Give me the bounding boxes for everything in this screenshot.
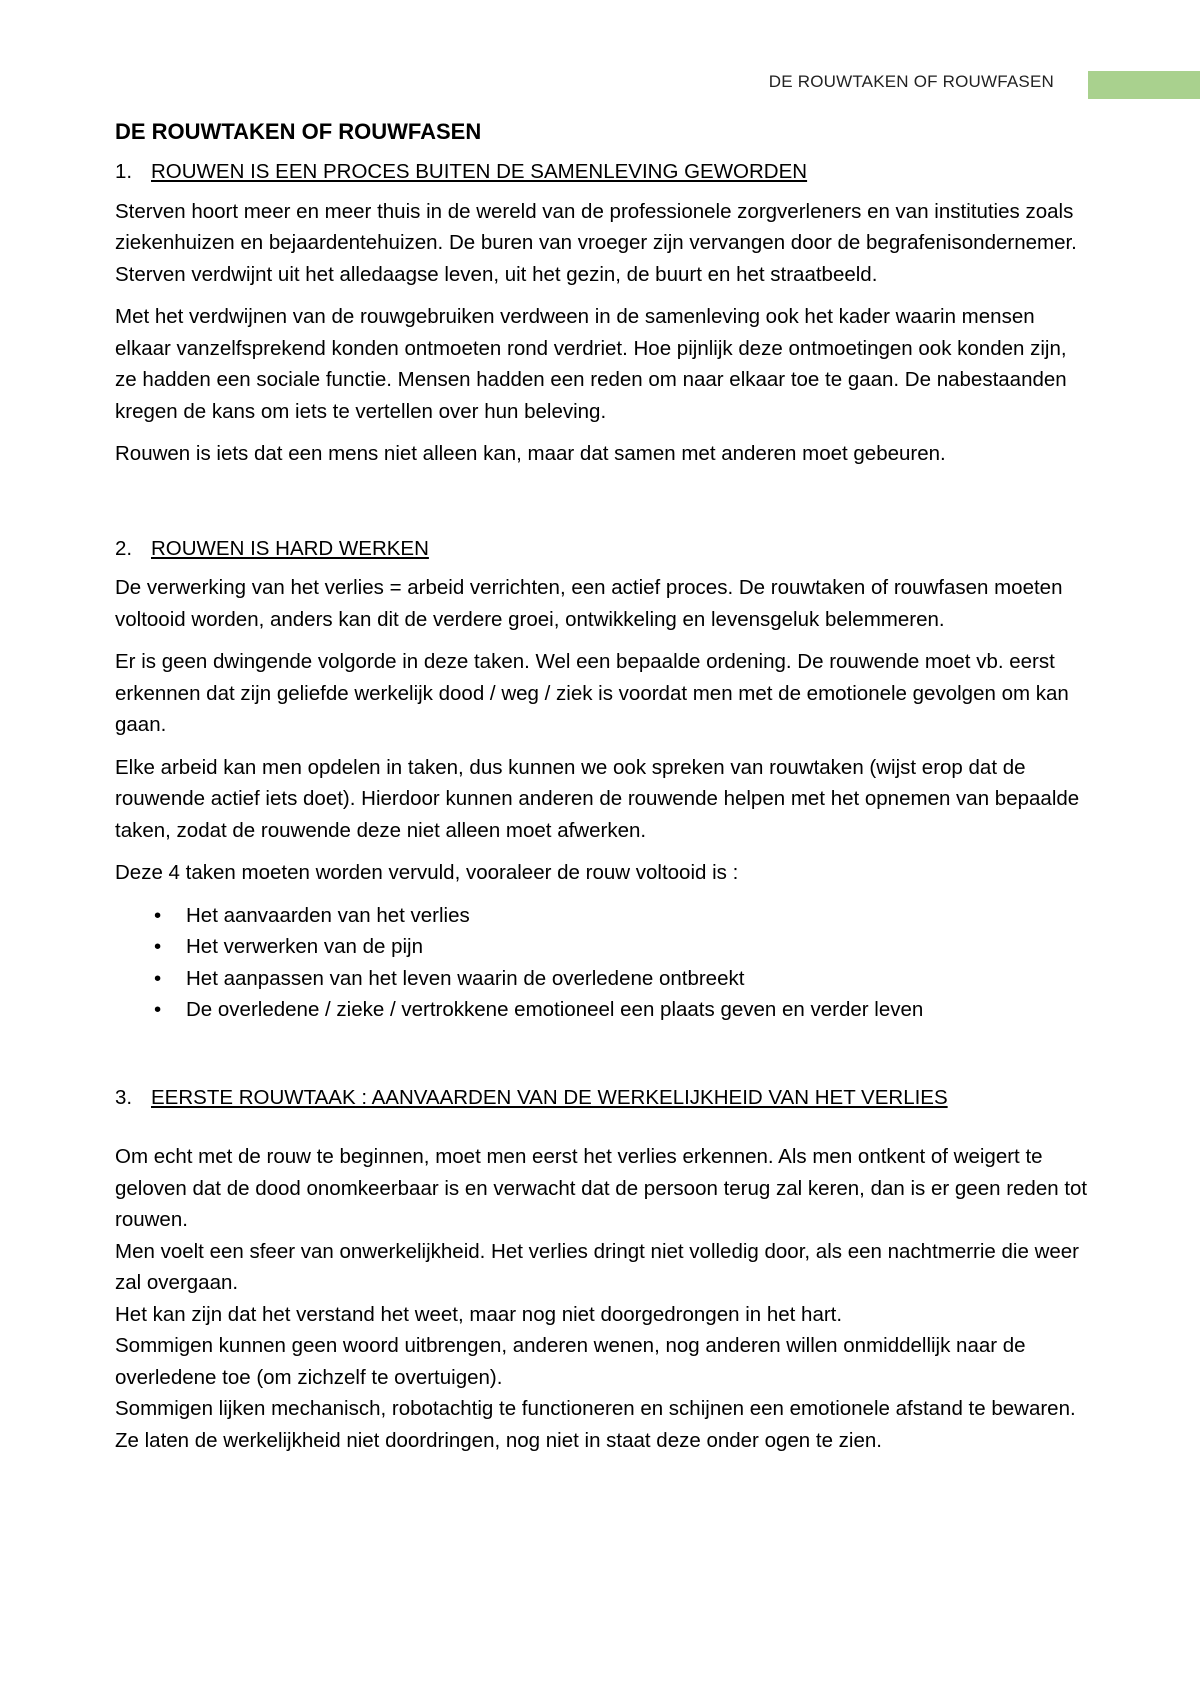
paragraph: Met het verdwijnen van de rouwgebruiken verdween in de samenleving ook het kader waarin mensen elkaar vanzelfsprekend konden ontmoeten rond verdriet. Hoe pijnlijk deze ontmoetingen ook konden zijn, ze hadden een sociale functie. Mensen hadden een reden om naar elkaar toe te gaan. De nabestaanden kregen de kans om iets te vertellen over hun beleving. (115, 305, 1067, 423)
section-title: EERSTE ROUWTAAK : AANVAARDEN VAN DE WERKELIJKHEID VAN HET VERLIES (151, 1085, 948, 1109)
paragraph: De verwerking van het verlies = arbeid verrichten, een actief proces. De rouwtaken of rouwfasen moeten voltooid worden, anders kan dit de verdere groei, ontwikkeling en levensgeluk belemmeren. (115, 576, 1063, 631)
spacer (115, 481, 1090, 533)
text-line: Om echt met de rouw te beginnen, moet men eerst het verlies erkennen. Als men ontkent of weigert te geloven dat de dood onomkeerbaar is en verwacht dat de persoon terug zal keren, dan is er geen reden tot rouwen. (115, 1145, 1088, 1231)
paragraph: Elke arbeid kan men opdelen in taken, dus kunnen we ook spreken van rouwtaken (wijst erop dat de rouwende actief iets doet). Hierdoor kunnen anderen de rouwende helpen met het opnemen van bepaalde taken, zodat de rouwende deze niet alleen moet afwerken. (115, 755, 1080, 842)
text-line: Het kan zijn dat het verstand het weet, maar nog niet doorgedrongen in het hart. (115, 1302, 843, 1326)
list-item-text: De overledene / zieke / vertrokkene emotioneel een plaats geven en verder leven (186, 998, 924, 1021)
section-number: 2. (115, 536, 133, 560)
spacer (115, 1026, 1090, 1082)
bullet-icon: • (154, 903, 162, 927)
section-3-body (115, 1141, 1090, 1456)
list-item (115, 931, 1090, 963)
section-number: 1. (115, 160, 133, 183)
list-item (115, 900, 1090, 932)
paragraph: Rouwen is iets dat een mens niet alleen kan, maar dat samen met anderen moet gebeuren. (115, 442, 946, 465)
document-title: DE ROUWTAKEN OF ROUWFASEN (115, 119, 482, 144)
list-item (115, 963, 1090, 995)
bullet-icon: • (154, 966, 162, 990)
spacer (115, 1121, 1090, 1141)
list-item-text: Het aanvaarden van het verlies (186, 903, 470, 927)
list-item-text: Het verwerken van de pijn (186, 935, 424, 958)
task-list (115, 900, 1090, 1026)
paragraph: Sterven hoort meer en meer thuis in de wereld van de professionele zorgverleners en van instituties zoals ziekenhuizen en bejaardentehuizen. De buren van vroeger zijn vervangen door de begrafenisondernemer. Sterven verdwijnt uit het alledaagse leven, uit het gezin, de buurt en het straatbeeld. (115, 199, 1077, 286)
text-line: Sommigen kunnen geen woord uitbrengen, anderen wenen, nog anderen willen onmiddellijk naar de overledene toe (om zichzelf te overtuigen). (115, 1334, 1026, 1389)
running-header: DE ROUWTAKEN OF ROUWFASEN (768, 72, 1054, 91)
section-title: ROUWEN IS HARD WERKEN (151, 536, 429, 560)
section-number: 3. (115, 1085, 133, 1109)
document-body (115, 116, 1090, 1456)
section-title: ROUWEN IS EEN PROCES BUITEN DE SAMENLEVING GEWORDEN (151, 160, 808, 183)
section-heading-2 (115, 533, 1090, 565)
paragraph: Er is geen dwingende volgorde in deze taken. Wel een bepaalde ordening. De rouwende moet vb. eerst erkennen dat zijn geliefde werkelijk dood / weg / ziek is voordat men met de emotionele gevolgen om kan gaan. (115, 650, 1069, 736)
section-heading-3 (115, 1082, 1090, 1114)
header-accent-bar (1088, 71, 1200, 99)
bullet-icon: • (154, 998, 162, 1021)
text-line: Men voelt een sfeer van onwerkelijkheid. Het verlies dringt niet volledig door, als een nachtmerrie die weer zal overgaan. (115, 1239, 1080, 1294)
paragraph: Deze 4 taken moeten worden vervuld, vooraleer de rouw voltooid is : (115, 861, 739, 884)
list-item-text: Het aanpassen van het leven waarin de overledene ontbreekt (186, 966, 745, 990)
text-line: Sommigen lijken mechanisch, robotachtig te functioneren en schijnen een emotionele afstand te bewaren. Ze laten de werkelijkheid niet doordringen, nog niet in staat deze onder ogen te zien. (115, 1397, 1076, 1452)
bullet-icon: • (154, 935, 162, 958)
list-item (115, 994, 1090, 1026)
section-heading-1 (115, 156, 1090, 188)
